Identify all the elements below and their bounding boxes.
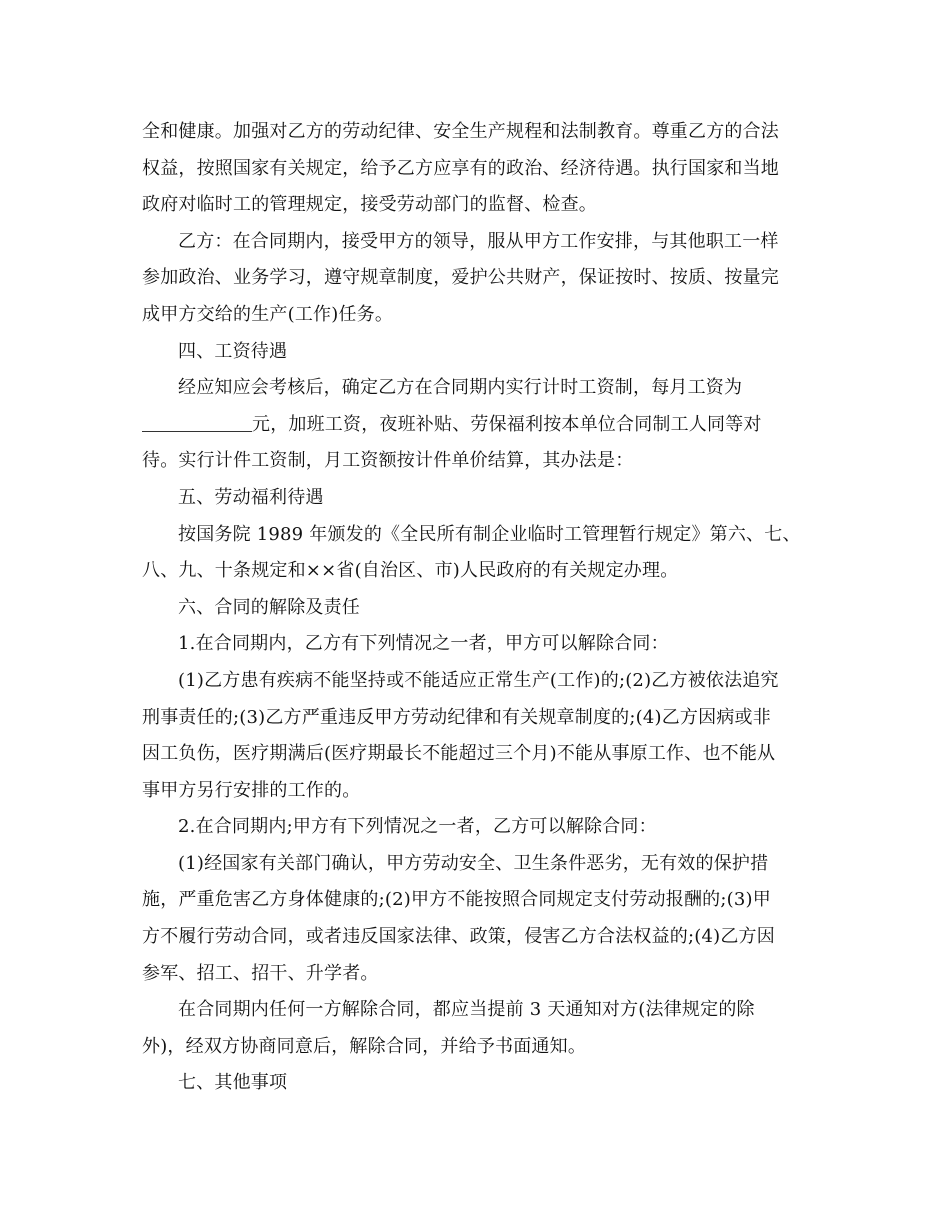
text-line xyxy=(142,956,812,993)
text-line-content: 全和健康。加强对乙方的劳动纪律、安全生产规程和法制教育。尊重乙方的合法 xyxy=(142,121,779,142)
text-line-content: 政府对临时工的管理规定，接受劳动部门的监督、检查。 xyxy=(142,194,597,216)
text-line xyxy=(142,443,812,480)
text-line-content: 待。实行计件工资制，月工资额按计件单价结算，其办法是： xyxy=(142,450,634,472)
text-line xyxy=(142,1065,812,1102)
text-line xyxy=(142,553,812,590)
text-line-content: 参军、招工、招干、升学者。 xyxy=(142,962,379,984)
text-line-content: 权益，按照国家有关规定，给予乙方应享有的政治、经济待遇。执行国家和当地 xyxy=(142,157,779,179)
text-line xyxy=(142,407,812,444)
text-line-content: 元，加班工资，夜班补贴、劳保福利按本单位合同制工人同等对 xyxy=(252,413,762,435)
text-line-content: (1)经国家有关部门确认，甲方劳动安全、卫生条件恶劣，无有效的保护措 xyxy=(178,852,769,874)
text-line-content: 因工负伤，医疗期满后(医疗期最长不能超过三个月)不能从事原工作、也不能从 xyxy=(142,743,776,765)
text-line xyxy=(142,700,812,737)
text-line-content: 五、劳动福利待遇 xyxy=(178,486,324,508)
text-line-content: 2.在合同期内;甲方有下列情况之一者，乙方可以解除合同： xyxy=(178,816,657,838)
text-line xyxy=(142,260,812,297)
text-line-content: 乙方：在合同期内，接受甲方的领导，服从甲方工作安排，与其他职工一样 xyxy=(178,230,779,252)
text-line-content: 事甲方另行安排的工作的。 xyxy=(142,779,361,801)
text-line xyxy=(142,882,812,919)
text-line-content: 七、其他事项 xyxy=(178,1072,288,1094)
text-line xyxy=(142,480,812,517)
text-line-content: 四、工资待遇 xyxy=(178,340,288,362)
text-line xyxy=(142,663,812,700)
fill-in-blank xyxy=(142,411,252,432)
text-line-content: 在合同期内任何一方解除合同，都应当提前 3 天通知对方(法律规定的除 xyxy=(178,999,755,1021)
text-line xyxy=(142,297,812,334)
text-line-content: 1.在合同期内，乙方有下列情况之一者，甲方可以解除合同： xyxy=(178,633,669,655)
text-line xyxy=(142,590,812,627)
text-line xyxy=(142,626,812,663)
text-line-content: 刑事责任的;(3)乙方严重违反甲方劳动纪律和有关规章制度的;(4)乙方因病或非 xyxy=(142,706,771,728)
text-line xyxy=(142,1029,812,1066)
text-line-content: 成甲方交给的生产(工作)任务。 xyxy=(142,303,394,325)
text-line xyxy=(142,846,812,883)
text-line-content: 六、合同的解除及责任 xyxy=(178,596,360,618)
text-line xyxy=(142,151,812,188)
text-line-content: 参加政治、业务学习，遵守规章制度，爱护公共财产，保证按时、按质、按量完 xyxy=(142,267,779,289)
document-page xyxy=(142,114,812,1102)
text-line xyxy=(142,517,812,554)
text-line-content: 经应知应会考核后，确定乙方在合同期内实行计时工资制，每月工资为 xyxy=(178,377,743,399)
text-line-content: (1)乙方患有疾病不能坚持或不能适应正常生产(工作)的;(2)乙方被依法追究 xyxy=(178,669,779,691)
text-line xyxy=(142,224,812,261)
text-line-content: 八、九、十条规定和××省(自治区、市)人民政府的有关规定办理。 xyxy=(142,560,679,582)
text-line xyxy=(142,334,812,371)
text-line xyxy=(142,809,812,846)
text-line-content: 方不履行劳动合同，或者违反国家法律、政策，侵害乙方合法权益的;(4)乙方因 xyxy=(142,926,775,948)
text-line xyxy=(142,736,812,773)
text-line-content: 外)，经双方协商同意后，解除合同，并给予书面通知。 xyxy=(142,1035,587,1057)
text-line-content: 施，严重危害乙方身体健康的;(2)甲方不能按照合同规定支付劳动报酬的;(3)甲 xyxy=(142,889,771,911)
text-line xyxy=(142,773,812,810)
text-line xyxy=(142,187,812,224)
text-line xyxy=(142,114,812,151)
text-line xyxy=(142,919,812,956)
text-line xyxy=(142,992,812,1029)
text-line-content: 按国务院 1989 年颁发的《全民所有制企业临时工管理暂行规定》第六、七、 xyxy=(178,523,801,545)
text-line xyxy=(142,370,812,407)
